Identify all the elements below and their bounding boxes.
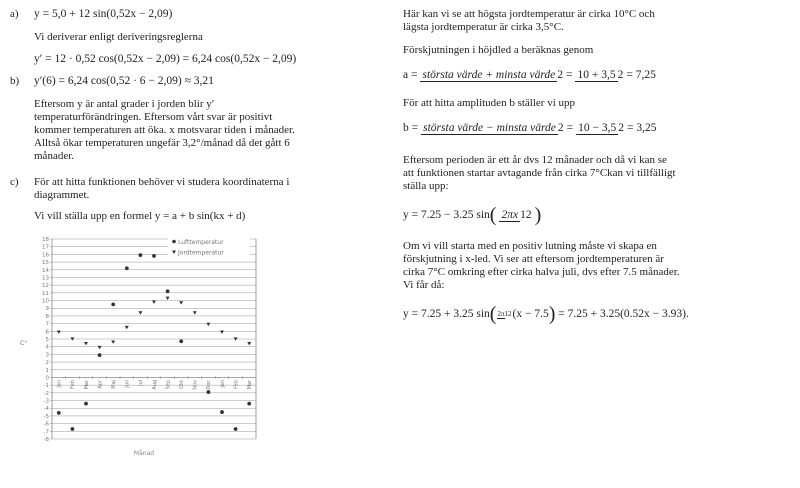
text-line: att funktionen startar avtagande från cirka 7°Ckan vi tillfälligt — [403, 167, 676, 179]
y-tick-label: 15 — [42, 260, 49, 267]
close-paren: ) — [534, 204, 542, 226]
y-tick-label: 16 — [42, 252, 49, 259]
eq-b-result: = 3,25 — [627, 122, 657, 134]
eq-b-fraction-2 — [576, 122, 624, 135]
y-tick-label: -6 — [43, 421, 49, 428]
eq-d-lhs: y = 7.25 + 3.25 sin — [403, 308, 490, 320]
y-tick-label: 0 — [45, 375, 49, 382]
eq-a-fraction-1 — [420, 69, 563, 82]
y-tick-label: 18 — [42, 237, 49, 243]
data-point-jordtemperatur — [166, 297, 170, 300]
open-paren: ( — [489, 303, 497, 325]
x-axis-label: Månad — [133, 450, 155, 457]
data-point-lufttemperatur — [166, 289, 170, 293]
y-tick-label: 10 — [42, 298, 49, 305]
eq-a-lhs: a = — [403, 69, 418, 81]
equation-d — [403, 300, 689, 328]
y-tick-label: 11 — [42, 290, 49, 297]
eq-b-denominator: 2 — [557, 121, 564, 134]
text-line: Eftersom y är antal grader i jorden blir y′ — [34, 98, 215, 110]
data-point-jordtemperatur — [98, 346, 102, 349]
part-c-label: c) — [10, 176, 19, 188]
y-tick-label: -2 — [43, 390, 49, 397]
eq-a-equals: = — [565, 69, 573, 81]
data-point-jordtemperatur — [152, 300, 156, 303]
eq-c-numerator: 2πx — [501, 208, 519, 221]
text-line: kommer temperaturen att öka. x motsvarar tiden i månader. — [34, 124, 295, 136]
data-point-jordtemperatur — [111, 340, 115, 343]
data-point-lufttemperatur — [220, 410, 224, 414]
data-point-jordtemperatur — [84, 342, 88, 345]
right-paragraph-4 — [403, 154, 676, 193]
text-line: lägsta jordtemperatur är cirka 3,5°C. — [403, 21, 564, 33]
text-line: ställa upp: — [403, 180, 449, 192]
eq-a-numerator: största värde + minsta värde — [422, 68, 556, 81]
right-paragraph-5 — [403, 240, 680, 292]
data-point-jordtemperatur — [179, 301, 183, 304]
y-tick-label: -3 — [43, 398, 49, 405]
x-tick-label: Jun — [124, 379, 131, 388]
y-tick-label: -7 — [43, 429, 49, 436]
x-tick-label: Sep — [165, 379, 172, 390]
y-tick-label: 6 — [45, 329, 49, 336]
eq-b-numerator-2: 10 − 3,5 — [578, 121, 617, 134]
eq-c-fraction — [499, 209, 531, 222]
x-tick-label: Aug — [151, 379, 158, 390]
eq-d-denominator: 12 — [504, 310, 512, 318]
y-tick-label: 8 — [45, 313, 49, 320]
text-line: diagrammet. — [34, 189, 90, 201]
y-tick-label: -4 — [43, 406, 49, 413]
part-b-equation: y′(6) = 6,24 cos(0,52 · 6 − 2,09) ≈ 3,21 — [34, 75, 214, 87]
eq-a-denominator: 2 — [557, 68, 563, 81]
data-point-lufttemperatur — [152, 254, 156, 258]
x-tick-label: Mar — [83, 379, 90, 390]
close-paren: ) — [548, 303, 556, 325]
text-line: cirka 7°C omkring efter cirka halva juli, dvs efter 7.5 månader. — [403, 266, 680, 278]
y-axis-label: C° — [20, 340, 28, 347]
y-tick-label: 14 — [42, 267, 49, 274]
data-point-lufttemperatur — [234, 427, 238, 431]
data-point-jordtemperatur — [57, 330, 61, 333]
y-tick-label: 2 — [45, 360, 49, 367]
data-point-jordtemperatur — [247, 342, 251, 345]
part-b-paragraph — [34, 98, 295, 163]
data-point-lufttemperatur — [207, 390, 211, 394]
data-point-lufttemperatur — [71, 427, 75, 431]
part-c-paragraph — [34, 176, 289, 202]
y-tick-label: 1 — [45, 367, 49, 374]
data-point-lufttemperatur — [247, 402, 251, 406]
y-tick-label: 4 — [45, 344, 49, 351]
eq-d-rhs: = 7.25 + 3.25(0.52x − 3.93). — [558, 308, 689, 320]
y-tick-label: 9 — [45, 306, 49, 313]
eq-a-fraction-2 — [575, 69, 623, 82]
eq-b-fraction-1 — [421, 122, 564, 135]
eq-b-equals: = — [566, 122, 574, 134]
y-tick-label: -5 — [43, 413, 49, 420]
y-tick-labels — [42, 237, 50, 443]
eq-a-result: = 7,25 — [626, 69, 656, 81]
x-tick-label: Okt — [179, 379, 185, 389]
data-point-lufttemperatur — [125, 266, 129, 270]
text-line: För att hitta funktionen behöver vi studera koordinaterna i — [34, 176, 290, 188]
data-point-jordtemperatur — [138, 311, 142, 314]
text-line: Om vi vill starta med en positiv lutning måste vi skapa en — [403, 240, 657, 252]
part-c-formula-text: Vi vill ställa upp en formel y = a + b sin(kx + d) — [34, 210, 246, 222]
eq-d-numerator: 2π — [497, 310, 505, 318]
eq-b-denominator-2: 2 — [618, 121, 625, 134]
eq-c-denominator: 12 — [520, 208, 532, 221]
text-line: temperaturförändringen. Eftersom vårt svar är positivt — [34, 111, 273, 123]
y-tick-label: 5 — [45, 337, 49, 343]
y-tick-label: 3 — [45, 352, 49, 359]
right-paragraph-2: Förskjutningen i höjdled a beräknas genom — [403, 44, 594, 56]
x-tick-label: Feb — [233, 379, 240, 389]
x-tick-label: Mar — [247, 379, 253, 390]
eq-b-lhs: b = — [403, 122, 419, 134]
y-tick-label: 12 — [42, 283, 49, 290]
x-tick-label: Dec — [206, 379, 213, 390]
right-paragraph-1 — [403, 8, 655, 34]
x-tick-label: Nov — [192, 379, 199, 390]
y-tick-label: 13 — [42, 275, 49, 282]
part-a-text: Vi deriverar enligt deriveringsreglerna — [34, 31, 203, 43]
text-line: Alltså ökar temperaturen ungefär 3,2°/månad då det gått 6 — [34, 137, 290, 149]
y-tick-label: 7 — [45, 321, 49, 328]
eq-c-lhs: y = 7.25 − 3.25 sin — [403, 209, 490, 221]
data-point-lufttemperatur — [111, 302, 115, 306]
part-a-derivative: y′ = 12 · 0,52 cos(0,52x − 2,09) = 6,24 cos(0,52x − 2,09) — [34, 53, 297, 65]
eq-a-denominator-2: 2 — [617, 68, 624, 81]
equation-c — [403, 201, 541, 229]
y-tick-label: 17 — [42, 244, 49, 251]
chart-grid — [50, 239, 256, 439]
part-a-label: a) — [10, 8, 19, 20]
x-tick-label: Jan — [219, 379, 226, 388]
text-line: Här kan vi se att högsta jordtemperatur är cirka 10°C och — [403, 8, 655, 20]
text-line: månader. — [34, 150, 75, 162]
temperature-chart — [18, 233, 268, 461]
right-paragraph-3: För att hitta amplituden b ställer vi upp — [403, 97, 575, 109]
equation-a — [403, 61, 656, 89]
y-tick-label: -8 — [43, 437, 49, 443]
chart-marks — [57, 253, 251, 431]
eq-a-numerator-2: 10 + 3,5 — [577, 68, 616, 81]
text-line: Eftersom perioden är ett år dvs 12 månader och då vi kan se — [403, 154, 667, 166]
x-tick-label: Apr — [97, 379, 104, 389]
chart-legend — [168, 236, 250, 258]
data-point-lufttemperatur — [84, 402, 88, 406]
data-point-lufttemperatur — [179, 339, 183, 343]
legend-label-lufttemperatur: Lufttemperatur — [178, 238, 224, 246]
x-tick-label: Jul — [138, 379, 145, 387]
data-point-jordtemperatur — [206, 323, 210, 326]
eq-b-numerator: största värde − minsta värde — [423, 121, 556, 134]
data-point-lufttemperatur — [139, 253, 143, 257]
y-tick-label: -1 — [43, 383, 49, 390]
text-line: förskjutning i x-led. Vi ser att eftersom jordtemperaturen är — [403, 253, 664, 265]
x-tick-label: Jan — [56, 379, 63, 388]
x-tick-labels — [57, 379, 253, 390]
x-tick-label: Maj — [111, 379, 117, 389]
part-a-equation: y = 5,0 + 12 sin(0,52x − 2,09) — [34, 8, 173, 20]
text-line: Vi får då: — [403, 279, 445, 291]
data-point-jordtemperatur — [125, 326, 129, 329]
data-point-jordtemperatur — [193, 311, 197, 314]
legend-label-jordtemperatur: Jordtemperatur — [178, 249, 224, 257]
part-b-label: b) — [10, 75, 20, 87]
legend-marker-lufttemperatur — [172, 240, 176, 244]
equation-b — [403, 114, 657, 142]
data-point-jordtemperatur — [220, 330, 224, 333]
open-paren: ( — [489, 204, 497, 226]
data-point-lufttemperatur — [98, 353, 102, 357]
x-tick-label: Feb — [70, 379, 77, 389]
data-point-lufttemperatur — [57, 411, 61, 415]
eq-d-fraction — [497, 310, 511, 318]
eq-d-middle: (x − 7.5 — [512, 308, 549, 320]
